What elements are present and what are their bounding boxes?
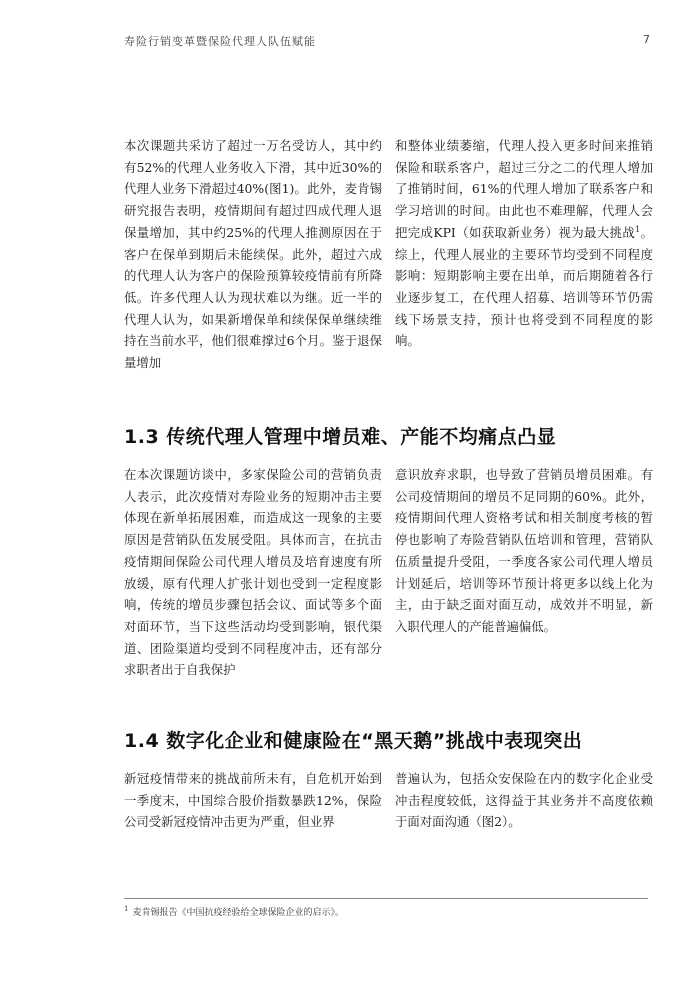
footnote-reference: 1 xyxy=(635,224,641,234)
section-1-4-left-paragraph: 新冠疫情带来的挑战前所未有，自危机开始到一季度末，中国综合股价指数暴跌12%，保险公司受新冠疫情冲击更为严重，但业界 xyxy=(124,771,382,830)
section-1-3-heading: 1.3 传统代理人管理中增员难、产能不均痛点凸显 xyxy=(124,426,557,448)
intro-right-text-part1: 和整体业绩萎缩，代理人投入更多时间来推销保险和联系客户，超过三分之二的代理人增加了推销时间，61%的代理人增加了联系客户和学习培训的时间。由此也不难理解，代理人会把完成KPI（如获取新业务）视为最大挑战 xyxy=(395,138,653,240)
section-1-3-right-column xyxy=(395,464,653,638)
section-1-3-left-paragraph: 在本次课题访谈中，多家保险公司的营销负责人表示，此次疫情对寿险业务的短期冲击主要体现在新单拓展困难，而造成这一现象的主要原因是营销队伍发展受阻。具体而言，在抗击疫情期间保险公司代理人增员及培育速度有所放缓，原有代理人扩张计划也受到一定程度影响，传统的增员步骤包括会议、面试等多个面对面环节，当下这些活动均受到影响，银代渠道、团险渠道均受到不同程度冲击，还有部分求职者出于自我保护 xyxy=(124,467,382,678)
running-header-title: 寿险行销变革暨保险代理人队伍赋能 xyxy=(124,35,316,48)
intro-right-column xyxy=(395,135,653,352)
footnote xyxy=(124,905,344,918)
section-1-4-heading: 1.4 数字化企业和健康险在“黑天鹅”挑战中表现突出 xyxy=(124,730,583,752)
footnote-text: 麦肯锡报告《中国抗疫经验给全球保险企业的启示》。 xyxy=(132,908,344,918)
footnote-divider xyxy=(124,898,648,899)
page-number: 7 xyxy=(643,33,650,46)
intro-left-column xyxy=(124,135,382,374)
section-1-3-right-paragraph: 意识放弃求职，也导致了营销员增员困难。有公司疫情期间的增员不足同期的60%。此外，疫情期间代理人资格考试和相关制度考核的暂停也影响了寿险营销队伍培训和管理，营销队伍质量提升受阻，一季度各家公司代理人增员计划延后，培训等环节预计将更多以线上化为主，由于缺乏面对面互动，成效并不明显，新入职代理人的产能普遍偏低。 xyxy=(395,467,653,634)
footnote-marker: 1 xyxy=(124,905,129,913)
section-1-4-right-column xyxy=(395,768,653,833)
section-1-4-left-column xyxy=(124,768,382,833)
intro-left-paragraph: 本次课题共采访了超过一万名受访人，其中约有52%的代理人业务收入下滑，其中近30%的代理人业务下滑超过40%(图1)。此外，麦肯锡研究报告表明，疫情期间有超过四成代理人退保量增加，其中约25%的代理人推测原因在于客户在保单到期后未能续保。此外，超过六成的代理人认为客户的保险预算较疫情前有所降低。许多代理人认为现状难以为继。近一半的代理人认为，如果新增保单和续保保单继续维持在当前水平，他们很难撑过6个月。鉴于退保量增加 xyxy=(124,138,382,371)
section-1-4-right-paragraph: 普遍认为，包括众安保险在内的数字化企业受冲击程度较低，这得益于其业务并不高度依赖于面对面沟通（图2）。 xyxy=(395,771,653,830)
intro-right-text-part2: 。综上，代理人展业的主要环节均受到不同程度影响：短期影响主要在出单，而后期随着各行业逐步复工，在代理人招募、培训等环节仍需线下场景支持，预计也将受到不同程度的影响。 xyxy=(395,224,653,349)
section-1-3-left-column xyxy=(124,464,382,681)
intro-right-paragraph xyxy=(395,135,653,352)
